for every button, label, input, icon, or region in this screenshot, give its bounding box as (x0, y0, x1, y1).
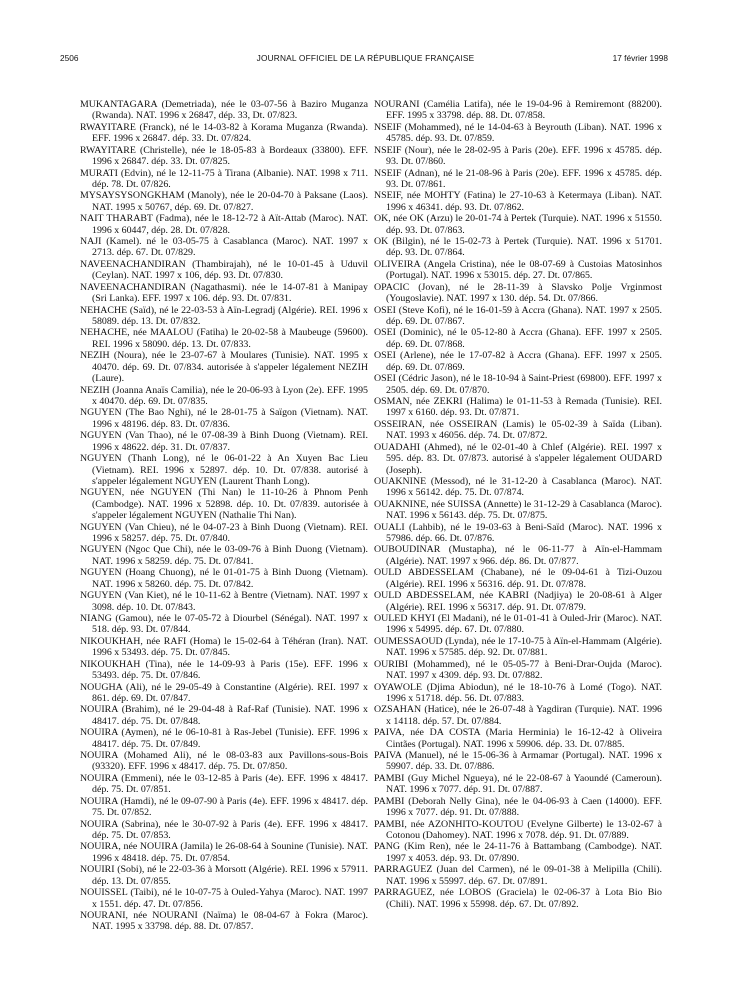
naturalization-entry: OUAKNINE (Messod), né le 31-12-20 à Casablanca (Maroc). NAT. 1996 x 56142. dép. 75. Dt. 07/874. (374, 475, 662, 499)
naturalization-entry: NAIT THARABT (Fadma), née le 18-12-72 à Aït-Attab (Maroc). NAT. 1996 x 60447, dép. 28. Dt. 07/828. (80, 213, 368, 236)
naturalization-entry: NIKOUKHAH, née RAFI (Homa) le 15-02-64 à Téhéran (Iran). NAT. 1996 x 53493. dép. 75. Dt. 07/845. (80, 635, 368, 659)
naturalization-entry: OK, née OK (Arzu) le 20-01-74 à Pertek (Turquie). NAT. 1996 x 51550. dép. 93. Dt. 07/863. (374, 213, 662, 236)
naturalization-entry: RWAYITARE (Franck), né le 14-03-82 à Korama Muganza (Rwanda). EFF. 1996 x 26847. dép. 33. Dt. 07/824. (80, 121, 368, 145)
naturalization-entry: NOURANI, née NOURANI (Naïma) le 08-04-67 à Fokra (Maroc). NAT. 1995 x 33798. dép. 88. Dt. 07/857. (80, 909, 368, 933)
naturalization-entry: OULD ABDESSELAM (Chabane), né le 09-04-61 à Tizi-Ouzou (Algérie). REI. 1996 x 56316. dép. 91. Dt. 07/878. (374, 567, 662, 590)
naturalization-entry: NEZIH (Joanna Anaïs Camilia), née le 20-06-93 à Lyon (2e). EFF. 1995 x 40470. dép. 69. Dt. 07/835. (80, 384, 368, 407)
naturalization-entry: NOUISSEL (Taibi), né le 10-07-75 à Ouled-Yahya (Maroc). NAT. 1997 x 1551. dép. 47. Dt. 07/856. (80, 887, 368, 910)
naturalization-entry: NEHACHE, née MAALOU (Fatiha) le 20-02-58 à Maubeuge (59600). REI. 1996 x 58090. dép. 13. Dt. 07/833. (80, 327, 368, 350)
naturalization-entry: OULD ABDESSELAM, née KABRI (Nadjiya) le 20-08-61 à Alger (Algérie). REI. 1996 x 56317. dép. 91. Dt. 07/879. (374, 590, 662, 613)
naturalization-entry: OUADAHI (Ahmed), né le 02-01-40 à Chlef (Algérie). REI. 1997 x 595. dép. 83. Dt. 07/873. autorisé à s'appeler légalement OUDARD (Joseph). (374, 441, 662, 476)
naturalization-entry: OSEI (Cédric Jason), né le 18-10-94 à Saint-Priest (69800). EFF. 1997 x 2505. dép. 69. Dt. 07/870. (374, 373, 662, 396)
naturalization-entry: NGUYEN (Van Chieu), né le 04-07-23 à Binh Duong (Vietnam). REI. 1996 x 58257. dép. 75. Dt. 07/840. (80, 521, 368, 545)
naturalization-entry: NAVEENACHANDIRAN (Thambirajah), né le 10-01-45 à Uduvil (Ceylan). NAT. 1997 x 106, dép. 93. Dt. 07/830. (80, 258, 368, 282)
naturalization-entry: PAMBI (Deborah Nelly Gina), née le 04-06-93 à Caen (14000). EFF. 1996 x 7077. dép. 91. Dt. 07/888. (374, 795, 662, 819)
naturalization-entry: PAIVA, née DA COSTA (Maria Herminia) le 16-12-42 à Oliveira Cintães (Portugal). NAT. 1996 x 59906. dép. 33. Dt. 07/885. (374, 727, 662, 750)
naturalization-entry: OSEI (Arlene), née le 17-07-82 à Accra (Ghana). EFF. 1997 x 2505. dép. 69. Dt. 07/869. (374, 350, 662, 373)
naturalization-entry: OUBOUDINAR (Mustapha), né le 06-11-77 à Aïn-el-Hammam (Algérie). NAT. 1997 x 966. dép. 86. Dt. 07/877. (374, 544, 662, 567)
naturalization-entry: NSEIF, née MOHTY (Fatina) le 27-10-63 à Ketermaya (Liban). NAT. 1996 x 46341. dép. 93. Dt. 07/862. (374, 190, 662, 213)
naturalization-entry: PARRAGUEZ (Juan del Carmen), né le 09-01-38 à Melipilla (Chili). NAT. 1996 x 55997. dép. 67. Dt. 07/891. (374, 864, 662, 887)
naturalization-entry: NGUYEN, née NGUYEN (Thi Nan) le 11-10-26 à Phnom Penh (Cambodge). NAT. 1996 x 52898. dép. 10. Dt. 07/839. autorisée à s'appeler légalement NGUYEN (Nathalie Thi Nan). (80, 487, 368, 522)
naturalization-entry: NEZIH (Noura), née le 23-07-67 à Moulares (Tunisie). NAT. 1995 x 40470. dép. 69. Dt. 07/834. autorisée à s'appeler légalement NEZIH (Laure). (80, 350, 368, 385)
naturalization-entry: NOUIRA (Mohamed Ali), né le 08-03-83 aux Pavillons-sous-Bois (93320). EFF. 1996 x 48417. dép. 75. Dt. 07/850. (80, 750, 368, 773)
naturalization-entry: NIKOUKHAH (Tina), née le 14-09-93 à Paris (15e). EFF. 1996 x 53493. dép. 75. Dt. 07/846. (80, 658, 368, 682)
naturalization-entry: NOUGHA (Ali), né le 29-05-49 à Constantine (Algérie). REI. 1997 x 861. dép. 69. Dt. 07/847. (80, 681, 368, 704)
naturalization-entry: MUKANTAGARA (Demetriada), née le 03-07-56 à Baziro Muganza (Rwanda). NAT. 1996 x 26847, dép. 33, Dt. 07/823. (80, 99, 368, 122)
naturalization-entry: NGUYEN (Van Kiet), né le 10-11-62 à Bentre (Vietnam). NAT. 1997 x 3098. dép. 10. Dt. 07/843. (80, 590, 368, 613)
naturalization-entry: PAMBI, née AZONHITO-KOUTOU (Evelyne Gilberte) le 13-02-67 à Cotonou (Dahomey). NAT. 1996 x 7078. dép. 91. Dt. 07/889. (374, 818, 662, 841)
naturalization-entry: PARRAGUEZ, née LOBOS (Graciela) le 02-06-37 à Lota Bio Bio (Chili). NAT. 1996 x 55998. dép. 67. Dt. 07/892. (374, 887, 662, 910)
naturalization-entry: NAJI (Kamel). né le 03-05-75 à Casablanca (Maroc). NAT. 1997 x 2713. dép. 67. Dt. 07/829. (80, 236, 368, 259)
naturalization-entry: NGUYEN (The Bao Nghi), né le 28-01-75 à Saïgon (Vietnam). NAT. 1996 x 48196. dép. 83. Dt. 07/836. (80, 407, 368, 430)
naturalization-entry: NGUYEN (Thanh Long), né le 06-01-22 à An Xuyen Bac Lieu (Vietnam). REI. 1996 x 52897. dép. 10. Dt. 07/838. autorisé à s'appeler légalement NGUYEN (Laurent Thanh Long). (80, 453, 368, 487)
naturalization-entry: NOUIRA, née NOUIRA (Jamila) le 26-08-64 à Sounine (Tunisie). NAT. 1996 x 48418. dép. 75. Dt. 07/854. (80, 841, 368, 864)
naturalization-entry: NGUYEN (Van Thao), né le 07-08-39 à Binh Duong (Vietnam). REI. 1996 x 48622. dép. 31. Dt. 07/837. (80, 430, 368, 453)
naturalization-entry: NOUIRI (Sobi), né le 22-03-36 à Morsott (Algérie). REI. 1996 x 57911. dép. 13. Dt. 07/855. (80, 864, 368, 887)
naturalization-entry: OPACIC (Jovan), né le 28-11-39 à Slavsko Polje Vrginmost (Yougoslavie). NAT. 1997 x 130. dép. 54. Dt. 07/866. (374, 281, 662, 305)
naturalization-entry: OSEI (Steve Kofi), né le 16-01-59 à Accra (Ghana). NAT. 1997 x 2505. dép. 69. Dt. 07/867. (374, 304, 662, 328)
naturalization-entry: OUALI (Lahbib), né le 19-03-63 à Beni-Saïd (Maroc). NAT. 1996 x 57986. dép. 66. Dt. 07/876. (374, 521, 662, 545)
naturalization-entry: OYAWOLE (Djima Abiodun), né le 18-10-76 à Lomé (Togo). NAT. 1996 x 51718. dép. 56. Dt. 07/883. (374, 681, 662, 704)
publication-date: 17 février 1998 (612, 53, 668, 63)
naturalization-entry: NSEIF (Nour), née le 28-02-95 à Paris (20e). EFF. 1996 x 45785. dép. 93. Dt. 07/860. (374, 144, 662, 168)
naturalization-entry: NGUYEN (Hoang Chuong), né le 01-01-75 à Binh Duong (Vietnam). NAT. 1996 x 58260. dép. 75. Dt. 07/842. (80, 567, 368, 590)
right-column (374, 99, 662, 910)
naturalization-entry: NOUIRA (Brahim), né le 29-04-48 à Raf-Raf (Tunisie). NAT. 1996 x 48417. dép. 75. Dt. 07/848. (80, 704, 368, 727)
journal-title: JOURNAL OFFICIEL DE LA RÉPUBLIQUE FRANÇAISE (256, 53, 475, 63)
naturalization-entry: OUMESSAOUD (Lynda), née le 17-10-75 à Aïn-el-Hammam (Algérie). NAT. 1996 x 57585. dép. 92. Dt. 07/881. (374, 635, 662, 659)
naturalization-entry: OULED KHYI (El Madani), né le 01-01-41 à Ouled-Jrir (Maroc). NAT. 1996 x 54995. dép. 67. Dt. 07/880. (374, 612, 662, 636)
naturalization-entry: PANG (Kim Ren), née le 24-11-76 à Battambang (Cambodge). NAT. 1997 x 4053. dép. 93. Dt. 07/890. (374, 841, 662, 864)
naturalization-entry: NOUIRA (Sabrina), née le 30-07-92 à Paris (4e). EFF. 1996 x 48417. dép. 75. Dt. 07/853. (80, 818, 368, 841)
naturalization-entry: OSEI (Dominic), né le 05-12-80 à Accra (Ghana). EFF. 1997 x 2505. dép. 69. Dt. 07/868. (374, 327, 662, 350)
naturalization-entry: NGUYEN (Ngoc Que Chi), née le 03-09-76 à Binh Duong (Vietnam). NAT. 1996 x 58259. dép. 75. Dt. 07/841. (80, 544, 368, 567)
naturalization-entry: MYSAYSYSONGKHAM (Manoly), née le 20-04-70 à Paksane (Laos). NAT. 1995 x 50767, dép. 69. Dt. 07/827. (80, 190, 368, 213)
naturalization-entry: OSMAN, née ZEKRI (Halima) le 01-11-53 à Remada (Tunisie). REI. 1997 x 6160. dép. 93. Dt. 07/871. (374, 395, 662, 419)
page-header (0, 53, 731, 67)
naturalization-entry: NOUIRA (Hamdi), né le 09-07-90 à Paris (4e). EFF. 1996 x 48417. dép. 75. Dt. 07/852. (80, 795, 368, 819)
naturalization-entry: OSSEIRAN, née OSSEIRAN (Lamis) le 05-02-39 à Saïda (Liban). NAT. 1993 x 46056. dép. 74. Dt. 07/872. (374, 418, 662, 442)
naturalization-entry: NOUIRA (Emmeni), née le 03-12-85 à Paris (4e). EFF. 1996 x 48417. dép. 75. Dt. 07/851. (80, 772, 368, 796)
page-number: 2506 (60, 53, 79, 63)
naturalization-entry: NOUIRA (Aymen), né le 06-10-81 à Ras-Jebel (Tunisie). EFF. 1996 x 48417. dép. 75. Dt. 07/849. (80, 727, 368, 750)
naturalization-entry: OLIVEIRA (Angela Cristina), née le 08-07-69 à Custoias Matosinhos (Portugal). NAT. 1996 x 53015. dép. 27. Dt. 07/865. (374, 258, 662, 282)
naturalization-entry: RWAYITARE (Christelle), née le 18-05-83 à Bordeaux (33800). EFF. 1996 x 26847. dép. 33. Dt. 07/825. (80, 144, 368, 168)
naturalization-entry: NEHACHE (Saïd), né le 22-03-53 à Aïn-Legradj (Algérie). REI. 1996 x 58089. dép. 13. Dt. 07/832. (80, 304, 368, 328)
naturalization-entry: PAMBI (Guy Michel Ngueya), né le 22-08-67 à Yaoundé (Cameroun). NAT. 1996 x 7077. dép. 91. Dt. 07/887. (374, 772, 662, 796)
naturalization-entry: NSEIF (Adnan), né le 21-08-96 à Paris (20e). EFF. 1996 x 45785. dép. 93. Dt. 07/861. (374, 167, 662, 190)
naturalization-entry: OUAKNINE, née SUISSA (Annette) le 31-12-29 à Casablanca (Maroc). NAT. 1996 x 56143. dép. 75. Dt. 07/875. (374, 498, 662, 522)
naturalization-entry: OURIBI (Mohammed), né le 05-05-77 à Beni-Drar-Oujda (Maroc). NAT. 1997 x 4309. dép. 93. Dt. 07/882. (374, 658, 662, 682)
naturalization-entry: NOURANI (Camélia Latifa), née le 19-04-96 à Remiremont (88200). EFF. 1995 x 33798. dép. 88. Dt. 07/858. (374, 99, 662, 122)
naturalization-entry: OK (Bilgin), né le 15-02-73 à Pertek (Turquie). NAT. 1996 x 51701. dép. 93. Dt. 07/864. (374, 236, 662, 259)
naturalization-entry: PAIVA (Manuel), né le 15-06-36 à Armamar (Portugal). NAT. 1996 x 59907. dép. 33. Dt. 07/886. (374, 750, 662, 773)
naturalization-entry: NSEIF (Mohammed), né le 14-04-63 à Beyrouth (Liban). NAT. 1996 x 45785. dép. 93. Dt. 07/859. (374, 121, 662, 145)
naturalization-entry: OZSAHAN (Hatice), née le 26-07-48 à Yagdiran (Turquie). NAT. 1996 x 14118. dép. 57. Dt. 07/884. (374, 704, 662, 727)
naturalization-entry: MURATI (Edvin), né le 12-11-75 à Tirana (Albanie). NAT. 1998 x 711. dép. 78. Dt. 07/826. (80, 167, 368, 190)
naturalization-entry: NAVEENACHANDIRAN (Nagathasmi). née le 14-07-81 à Manipay (Sri Lanka). EFF. 1997 x 106. dép. 93. Dt. 07/831. (80, 281, 368, 305)
naturalization-entry: NIANG (Gamou), née le 07-05-72 à Diourbel (Sénégal). NAT. 1997 x 518. dép. 93. Dt. 07/844. (80, 612, 368, 636)
left-column (80, 99, 368, 933)
